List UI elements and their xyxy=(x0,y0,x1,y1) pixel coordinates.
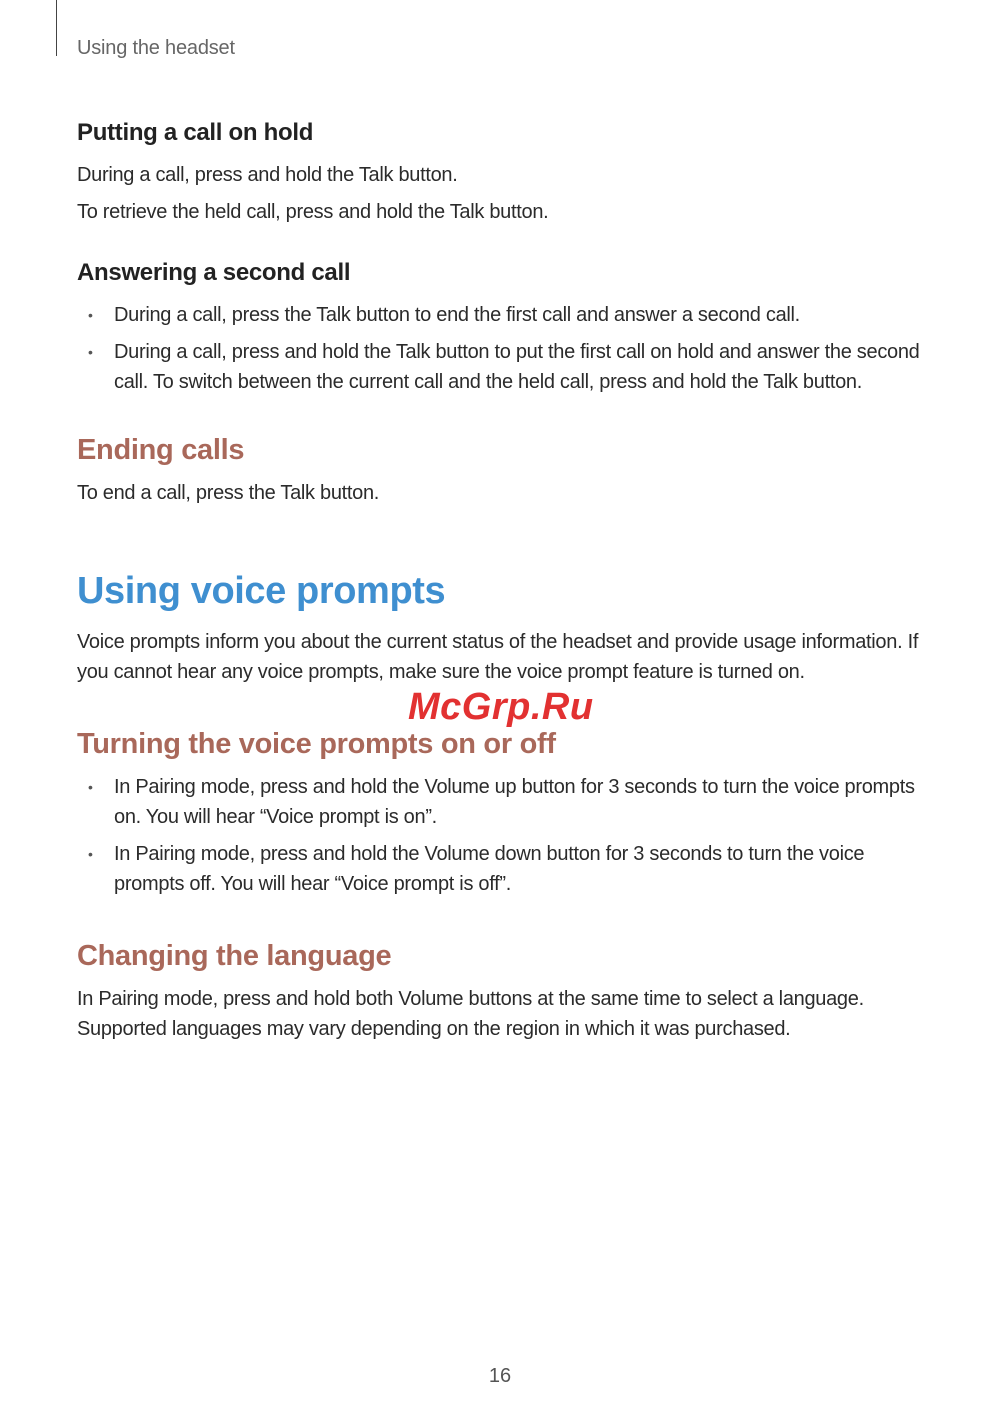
heading-putting-call-on-hold: Putting a call on hold xyxy=(77,119,314,146)
paragraph: To end a call, press the Talk button. xyxy=(77,482,380,504)
page-content xyxy=(77,116,927,1051)
list-item-text: In Pairing mode, press and hold the Volume up button for 3 seconds to turn the voice prompts on. You will hear “Voice prompt is on”. xyxy=(114,776,915,828)
list-item-text: During a call, press and hold the Talk button to put the first call on hold and answer the second call. To switch between the current call and the held call, press and hold the Talk button. xyxy=(114,341,920,393)
paragraph: During a call, press and hold the Talk button. xyxy=(77,164,458,186)
bullet-list xyxy=(77,772,927,899)
list-item xyxy=(77,772,927,832)
margin-rule xyxy=(56,0,57,56)
bullet-icon: • xyxy=(88,846,93,862)
list-item xyxy=(77,839,927,899)
page-number: 16 xyxy=(488,1365,512,1387)
watermark: McGrp.Ru xyxy=(408,686,594,728)
paragraph: To retrieve the held call, press and hold the Talk button. xyxy=(77,201,549,223)
bullet-list xyxy=(77,300,927,397)
heading-turning-voice-prompts: Turning the voice prompts on or off xyxy=(77,728,556,760)
list-item xyxy=(77,300,927,330)
list-item xyxy=(77,337,927,397)
heading-changing-language: Changing the language xyxy=(77,940,392,972)
bullet-icon: • xyxy=(88,307,93,323)
bullet-icon: • xyxy=(88,344,93,360)
paragraph: In Pairing mode, press and hold both Volume buttons at the same time to select a language. Supported languages may vary depending on the region in which it was purchased. xyxy=(77,988,864,1040)
list-item-text: During a call, press the Talk button to end the first call and answer a second call. xyxy=(114,304,800,326)
chapter-heading-using-voice-prompts: Using voice prompts xyxy=(77,570,446,612)
running-header: Using the headset xyxy=(77,37,235,59)
heading-ending-calls: Ending calls xyxy=(77,434,245,466)
heading-answering-second-call: Answering a second call xyxy=(77,259,351,286)
bullet-icon: • xyxy=(88,779,93,795)
paragraph: Voice prompts inform you about the current status of the headset and provide usage information. If you cannot hear any voice prompts, make sure the voice prompt feature is turned on. xyxy=(77,631,919,683)
list-item-text: In Pairing mode, press and hold the Volume down button for 3 seconds to turn the voice prompts off. You will hear “Voice prompt is off”. xyxy=(114,843,865,895)
